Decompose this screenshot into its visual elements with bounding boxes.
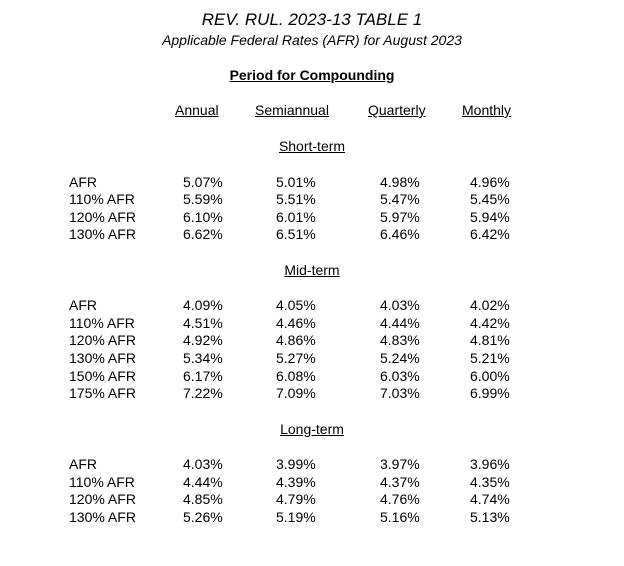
rate-annual: 5.34% — [183, 350, 223, 366]
row-label: 110% AFR — [69, 315, 135, 331]
rate-semiannual: 6.01% — [276, 209, 316, 225]
rate-monthly: 4.02% — [470, 297, 510, 313]
table-row — [0, 296, 624, 314]
rate-quarterly: 4.44% — [380, 315, 420, 331]
rate-quarterly: 4.98% — [380, 174, 420, 190]
rate-semiannual: 5.19% — [276, 509, 316, 525]
rate-quarterly: 5.97% — [380, 209, 420, 225]
table-row — [0, 349, 624, 367]
period-heading: Period for Compounding — [229, 67, 395, 83]
row-label: AFR — [69, 174, 97, 190]
rate-annual: 5.07% — [183, 174, 223, 190]
rate-monthly: 4.96% — [470, 174, 510, 190]
row-label: 150% AFR — [69, 368, 136, 384]
rate-monthly: 4.74% — [470, 491, 510, 507]
rate-semiannual: 5.51% — [276, 191, 316, 207]
column-header-monthly: Monthly — [462, 102, 512, 118]
row-label: AFR — [69, 297, 97, 313]
row-label: 130% AFR — [69, 226, 136, 242]
rate-annual: 4.09% — [183, 297, 223, 313]
row-label: 130% AFR — [69, 509, 136, 525]
row-label: 175% AFR — [69, 385, 136, 401]
rate-annual: 6.10% — [183, 209, 223, 225]
rate-monthly: 4.42% — [470, 315, 510, 331]
table-row — [0, 208, 624, 226]
rate-semiannual: 4.46% — [276, 315, 316, 331]
table-row — [0, 455, 624, 473]
table-row — [0, 190, 624, 208]
rate-semiannual: 7.09% — [276, 385, 316, 401]
row-label: 120% AFR — [69, 332, 136, 348]
rate-annual: 4.92% — [183, 332, 223, 348]
rate-semiannual: 5.01% — [276, 174, 316, 190]
section-heading-long-term: Long-term — [280, 421, 344, 437]
rate-annual: 4.03% — [183, 456, 223, 472]
column-header-semiannual: Semiannual — [255, 102, 329, 118]
rate-quarterly: 4.37% — [380, 474, 420, 490]
rate-monthly: 5.21% — [470, 350, 510, 366]
column-header-quarterly: Quarterly — [368, 102, 426, 118]
rate-monthly: 4.81% — [470, 332, 510, 348]
rate-semiannual: 3.99% — [276, 456, 316, 472]
rate-semiannual: 5.27% — [276, 350, 316, 366]
rate-annual: 5.26% — [183, 509, 223, 525]
rate-quarterly: 4.83% — [380, 332, 420, 348]
table-row — [0, 314, 624, 332]
rate-semiannual: 6.08% — [276, 368, 316, 384]
rate-quarterly: 6.03% — [380, 368, 420, 384]
rate-annual: 5.59% — [183, 191, 223, 207]
table-row — [0, 384, 624, 402]
section-heading-short-term: Short-term — [278, 138, 346, 154]
row-label: AFR — [69, 456, 97, 472]
table-row — [0, 331, 624, 349]
rate-annual: 7.22% — [183, 385, 223, 401]
row-label: 120% AFR — [69, 491, 136, 507]
row-label: 110% AFR — [69, 474, 135, 490]
rate-semiannual: 4.39% — [276, 474, 316, 490]
rate-quarterly: 6.46% — [380, 226, 420, 242]
table-row — [0, 490, 624, 508]
table-row — [0, 473, 624, 491]
rate-monthly: 5.13% — [470, 509, 510, 525]
rate-quarterly: 7.03% — [380, 385, 420, 401]
table-row — [0, 173, 624, 191]
rate-quarterly: 5.47% — [380, 191, 420, 207]
rate-annual: 4.44% — [183, 474, 223, 490]
section-heading-mid-term: Mid-term — [284, 262, 340, 278]
row-label: 110% AFR — [69, 191, 135, 207]
rate-monthly: 5.45% — [470, 191, 510, 207]
table-row — [0, 225, 624, 243]
rate-monthly: 4.35% — [470, 474, 510, 490]
rate-semiannual: 4.05% — [276, 297, 316, 313]
rate-annual: 6.62% — [183, 226, 223, 242]
rate-annual: 4.51% — [183, 315, 223, 331]
rate-monthly: 5.94% — [470, 209, 510, 225]
row-label: 130% AFR — [69, 350, 136, 366]
rate-annual: 6.17% — [183, 368, 223, 384]
rate-monthly: 6.00% — [470, 368, 510, 384]
rate-annual: 4.85% — [183, 491, 223, 507]
rate-semiannual: 6.51% — [276, 226, 316, 242]
rate-semiannual: 4.86% — [276, 332, 316, 348]
table-row — [0, 367, 624, 385]
rate-semiannual: 4.79% — [276, 491, 316, 507]
row-label: 120% AFR — [69, 209, 136, 225]
rate-quarterly: 5.16% — [380, 509, 420, 525]
rate-quarterly: 4.03% — [380, 297, 420, 313]
rate-quarterly: 4.76% — [380, 491, 420, 507]
document-title: REV. RUL. 2023-13 TABLE 1 — [201, 10, 423, 29]
rate-quarterly: 5.24% — [380, 350, 420, 366]
column-header-annual: Annual — [175, 102, 219, 118]
rate-monthly: 6.99% — [470, 385, 510, 401]
rate-monthly: 3.96% — [470, 456, 510, 472]
rate-quarterly: 3.97% — [380, 456, 420, 472]
document-subtitle: Applicable Federal Rates (AFR) for August 2023 — [162, 32, 462, 48]
table-row — [0, 508, 624, 526]
rate-monthly: 6.42% — [470, 226, 510, 242]
